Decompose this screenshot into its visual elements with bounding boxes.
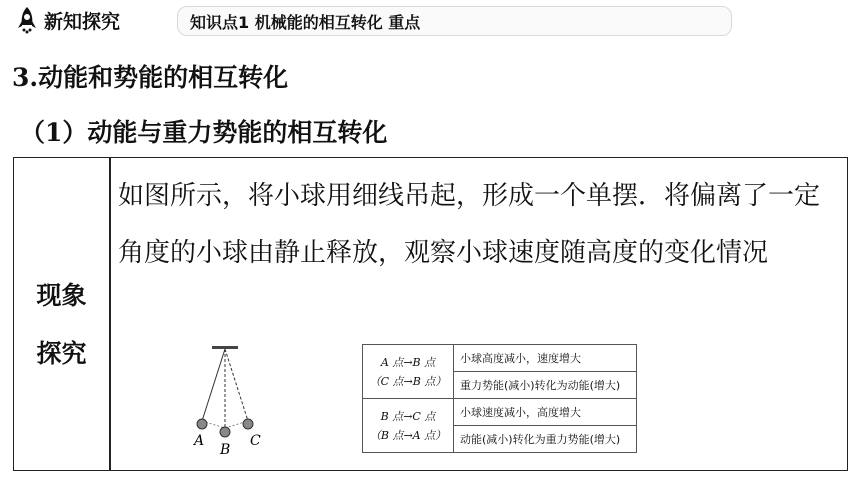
table-cell: 动能(减小)转化为重力势能(增大) [454, 426, 637, 453]
table-row [363, 345, 637, 372]
table-cell [363, 345, 454, 399]
table-cell [363, 399, 454, 453]
table-cell: 重力势能(减小)转化为动能(增大) [454, 372, 637, 399]
pendulum-diagram [192, 346, 272, 456]
heading-sub: （1）动能与重力势能的相互转化 [20, 118, 388, 147]
ball-c [243, 419, 253, 429]
direction-text-alt: （C 点→B 点） [369, 374, 447, 388]
ball-a [197, 419, 207, 429]
description-paragraph: 如图所示，将小球用细线吊起，形成一个单摆．将偏离了一定角度的小球由静止释放，观察小球速度随高度的变化情况 [118, 181, 821, 268]
pendulum-support [212, 346, 238, 349]
direction-text-alt: （B 点→A 点） [369, 428, 447, 442]
rocket-icon [14, 5, 40, 35]
table-cell: 小球速度减小，高度增大 [454, 399, 637, 426]
heading-main: 3.动能和势能的相互转化 [12, 63, 289, 92]
label-c: C [250, 433, 261, 449]
table-cell: 小球高度减小，速度增大 [454, 345, 637, 372]
content-box [13, 157, 848, 471]
energy-table [362, 344, 637, 453]
ball-b [220, 427, 230, 437]
label-a: A [194, 433, 205, 449]
pendulum-string-a [202, 349, 225, 421]
table-row [363, 399, 637, 426]
row-label-line1: 现象 [36, 281, 87, 310]
column-divider [109, 158, 111, 470]
section-label: 新知探究 [44, 10, 121, 33]
pendulum-string-c [225, 349, 248, 421]
label-b: B [220, 442, 231, 456]
row-label-line2: 探究 [36, 339, 87, 368]
direction-text: B 点→C 点 [380, 409, 436, 423]
direction-text: A 点→B 点 [380, 355, 436, 369]
topic-pill: 知识点1 机械能的相互转化 重点 [177, 6, 732, 36]
section-header [14, 3, 120, 37]
